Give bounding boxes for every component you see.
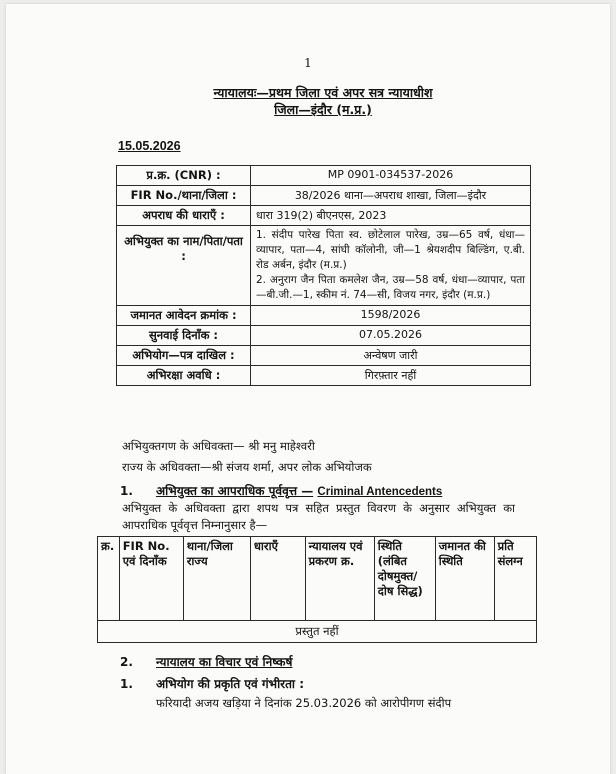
accused-value	[251, 226, 531, 306]
fir-value: 38/2026 थाना—अपराध शाखा, जिला—इंदौर	[251, 186, 531, 206]
accused-label: अभियुक्त का नाम/पिता/पता :	[117, 226, 251, 306]
section-1-text: अभियुक्त के अधिवक्ता द्वारा शपथ पत्र सहित प्रस्तुत विवरण के अनुसार अभियुक्त का आपराधिक पूर्ववृत्त निम्नानुसार है—	[122, 501, 515, 532]
custody-label: अभिरक्षा अवधि :	[117, 366, 251, 386]
record-empty-row	[98, 621, 537, 643]
col-fir: FIR No. एवं दिनाँक	[119, 537, 183, 621]
sections-value: धारा 319(2) बीएनएस, 2023	[251, 206, 531, 226]
col-copy: प्रति संलग्न	[494, 537, 536, 621]
col-bail-status: जमानत की स्थिति	[435, 537, 494, 621]
section-1-heading	[120, 482, 442, 499]
section-2-number: 2.	[120, 655, 133, 669]
col-serial: क्र.	[98, 537, 120, 621]
col-court: न्यायालय एवं प्रकरण क्र.	[305, 537, 374, 621]
section-1-title-en: Criminal Antencedents	[317, 486, 443, 498]
state-counsel: राज्य के अधिवक्ता—श्री संजय शर्मा, अपर लोक अभियोजक	[122, 460, 372, 474]
info-row-bail-application	[117, 306, 531, 326]
court-name: न्यायालयः—प्रथम जिला एवं अपर सत्र न्यायाधीश	[213, 85, 433, 100]
fir-label: FIR No./थाना/जिला :	[117, 186, 251, 206]
custody-value: गिरफ़्तार नहीं	[251, 366, 531, 386]
page-number: 1	[304, 56, 312, 70]
court-district: जिला—इंदौर (म.प्र.)	[274, 102, 372, 117]
hearing-label: सुनवाई दिनाँक :	[117, 326, 251, 346]
info-row-custody	[117, 366, 531, 386]
section-1-title: अभियुक्त का आपराधिक पूर्ववृत्त —	[156, 484, 314, 498]
info-row-hearing-date	[117, 326, 531, 346]
info-row-cnr	[117, 166, 531, 186]
info-row-chargesheet	[117, 346, 531, 366]
col-sections: धाराएँ	[250, 537, 305, 621]
accused-2: 2. अनुराग जैन पिता कमलेश जैन, उम्र—58 वर्ष, धंधा—व्यापार, पता—बी.जी.—1, स्कीम नं. 74—सी, विजय नगर, इंदौर (म.प्र.)	[256, 274, 525, 301]
order-date: 15.05.2026	[118, 139, 181, 153]
accused-counsel: अभियुक्तगण के अधिवक्ता— श्री मनु माहेश्वरी	[122, 439, 315, 453]
final-paragraph-line: फरियादी अजय खड़िया ने दिनांक 25.03.2026 को आरोपीगण संदीप	[156, 696, 452, 710]
case-info-table	[116, 165, 531, 386]
document-page	[6, 4, 610, 774]
subsection-1-title: अभियोग की प्रकृति एवं गंभीरता :	[156, 677, 305, 691]
info-row-sections	[117, 206, 531, 226]
info-row-accused	[117, 226, 531, 306]
accused-1: 1. संदीप पारेख पिता स्व. छोटेलाल पारेख, उम्र—65 वर्ष, धंधा—व्यापार, पता—4, सांघी कॉलोनी, जी—1 श्रेयशदीप बिल्डिंग, ए.बी. रोड अर्बन, इंदौर (म.प्र.)	[256, 229, 525, 271]
subsection-1-number: 1.	[120, 677, 133, 691]
chargesheet-value: अन्वेषण जारी	[251, 346, 531, 366]
hearing-value: 07.05.2026	[251, 326, 531, 346]
bail-app-label: जमानत आवेदन क्रमांक :	[117, 306, 251, 326]
section-1-number: 1.	[120, 484, 133, 498]
section-2-title: न्यायालय का विचार एवं निष्कर्ष	[156, 655, 293, 669]
col-status: स्थिति (लंबित दोषमुक्त/दोष सिद्ध)	[374, 537, 435, 621]
sections-label: अपराध की धाराएँ :	[117, 206, 251, 226]
subsection-1-heading	[120, 675, 304, 692]
cnr-value: MP 0901-034537-2026	[251, 166, 531, 186]
cnr-label: प्र.क्र. (CNR) :	[117, 166, 251, 186]
criminal-record-table	[97, 536, 537, 643]
info-row-fir	[117, 186, 531, 206]
bail-app-value: 1598/2026	[251, 306, 531, 326]
record-header-row	[98, 537, 537, 621]
record-empty-text: प्रस्तुत नहीं	[98, 621, 537, 643]
col-police-station: थाना/जिला राज्य	[183, 537, 250, 621]
chargesheet-label: अभियोग—पत्र दाखिल :	[117, 346, 251, 366]
section-2-heading	[120, 653, 292, 670]
